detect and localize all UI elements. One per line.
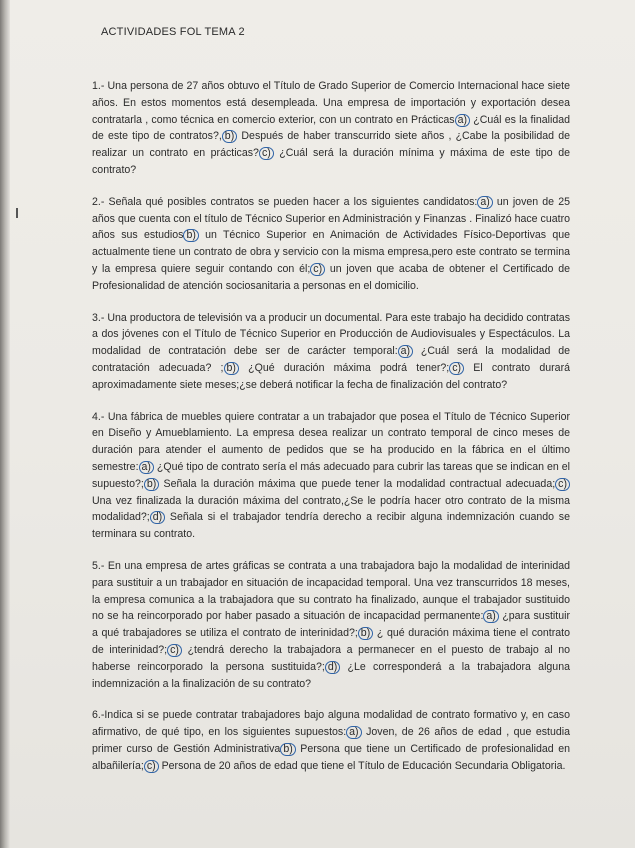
questions-list — [92, 78, 570, 789]
answer-circle-c: c) — [310, 263, 325, 276]
answer-circle-b: b) — [183, 229, 198, 242]
question-text: ¿Qué duración máxima podrá tener?; — [238, 361, 450, 374]
question-text: 1.- Una persona de 27 años obtuvo el Título de Grado Superior de Comercio Internacional hace siete años. En estos momentos está desempleada. Una empresa de importación y exportación desea contratarla , como técnica en comercio exterior, con un contrato en Prácticas — [92, 80, 570, 126]
question-text: Una vez finalizada la duración máxima del contrato,¿Se le podría hacer otro contrato de la misma modalidad?; — [92, 494, 570, 524]
answer-circle-a: a) — [483, 610, 498, 623]
question-text: Joven, de 26 años de edad , que estudia primer curso de Gestión Administrativa — [92, 726, 571, 755]
question-text: 6.-Indica si se puede contratar trabajadores bajo alguna modalidad de contrato formativo y, en caso afirmativo, de qué tipo, en los siguientes supuestos: — [92, 709, 570, 739]
question-1 — [92, 78, 570, 179]
question-text: 2.- Señala qué posibles contratos se pueden hacer a los siguientes candidatos: — [92, 195, 478, 208]
question-text: Después de haber transcurrido siete años , ¿Cabe la posibilidad de realizar un contrato en prácticas? — [92, 130, 570, 160]
question-text: 3.- Una productora de televisión va a producir un documental. Para este trabajo ha decidido contratas a dos jóvenes con el Título de Técnico Superior en Producción de Audiovisuales y Espectáculos. La modalidad de contratación debe ser de carácter temporal: — [92, 311, 570, 358]
question-text: ¿Cuál será la modalidad de contratación adecuada? ; — [92, 345, 570, 374]
question-6 — [92, 707, 570, 774]
question-text: Señala la duración máxima que puede tener la modalidad contractual adecuada; — [159, 477, 556, 490]
answer-circle-d: d) — [325, 661, 340, 674]
question-text: ¿Qué tipo de contrato sería el más adecuado para cubrir las tareas que se indican en el supuesto?; — [92, 460, 570, 490]
answer-circle-b: b) — [144, 478, 159, 491]
question-text: ¿ qué duración máxima tiene el contrato de interinidad?; — [92, 627, 570, 656]
question-5 — [92, 558, 570, 692]
answer-circle-c: c) — [144, 760, 159, 773]
answer-circle-b: b) — [358, 627, 373, 640]
answer-circle-a: a) — [139, 461, 154, 474]
answer-circle-c: c) — [167, 644, 182, 657]
answer-circle-a: a) — [455, 114, 470, 127]
question-text: ¿Cuál será la duración mínima y máxima de este tipo de contrato? — [92, 147, 570, 176]
document-title: ACTIVIDADES FOL TEMA 2 — [101, 26, 245, 38]
question-text: un joven de 25 años que cuenta con el título de Técnico Superior en Administración y Finanzas . Finalizó hace cuatro años sus estudios — [92, 195, 570, 242]
answer-circle-a: a) — [477, 196, 492, 209]
question-4 — [92, 409, 570, 543]
answer-circle-a: a) — [398, 345, 413, 358]
answer-circle-a: a) — [346, 726, 361, 739]
question-text: 5.- En una empresa de artes gráficas se contrata a una trabajadora bajo la modalidad de interinidad para sustituir a un trabajador en situación de incapacidad temporal. Una vez transcurridos 18 meses, la empresa comunica a la trabajadora que su contrato ha finalizado, aunque el trabajador sustituido no se ha reincorporado por haber pasado a situación de incapacidad permanente: — [92, 559, 570, 623]
answer-circle-b: b) — [224, 362, 239, 375]
question-text: ¿para sustituir a qué trabajadores se utiliza el contrato de interinidad?; — [92, 610, 571, 640]
question-text: El contrato durará aproximadamente siete meses;¿se deberá notificar la fecha de finalización del contrato? — [92, 361, 570, 391]
question-text: un Técnico Superior en Animación de Actividades Físico-Deportivas que actualmente tiene un contrato de obra y servicio con la misma empresa,pero este contrato se termina y la empresa quiere seguir contando con él; — [92, 229, 571, 275]
question-text: Persona que tiene un Certificado de profesionalidad en albañilería; — [92, 742, 570, 772]
question-text: ¿Le corresponderá a la trabajadora alguna indemnización a la finalización de su contrato? — [92, 660, 570, 690]
answer-circle-b: b) — [222, 130, 237, 143]
answer-circle-c: c) — [555, 478, 570, 491]
question-text: Señala si el trabajador tendría derecho a recibir alguna indemnización cuando se terminara su contrato. — [92, 511, 570, 541]
answer-circle-b: b) — [280, 743, 295, 756]
question-text: un joven que acaba de obtener el Certificado de Profesionalidad de atención sociosanitaria a personas en el domicilio. — [92, 262, 570, 292]
question-2 — [92, 194, 570, 295]
question-text: ¿tendrá derecho la trabajadora a permanecer en el puesto de trabajo al no haberse reincorporado la persona sustituida?; — [92, 643, 570, 673]
page-binding-edge — [0, 0, 10, 848]
question-3 — [92, 310, 570, 394]
answer-circle-c: c) — [449, 362, 464, 375]
question-text: ¿Cuál es la finalidad de este tipo de contratos?, — [92, 113, 570, 143]
answer-circle-c: c) — [259, 147, 274, 160]
answer-circle-d: d) — [150, 511, 165, 524]
question-text: 4.- Una fábrica de muebles quiere contratar a un trabajador que posea el Título de Técnico Superior en Diseño y Amueblamiento. La empresa desea realizar un contrato temporal de cinco meses de duración para atender el aumento de pedidos que se ha producido en la fábrica en el último semestre: — [92, 410, 570, 473]
question-text: Persona de 20 años de edad que tiene el Título de Educación Secundaria Obligatoria. — [158, 759, 566, 772]
punch-mark — [16, 208, 18, 218]
